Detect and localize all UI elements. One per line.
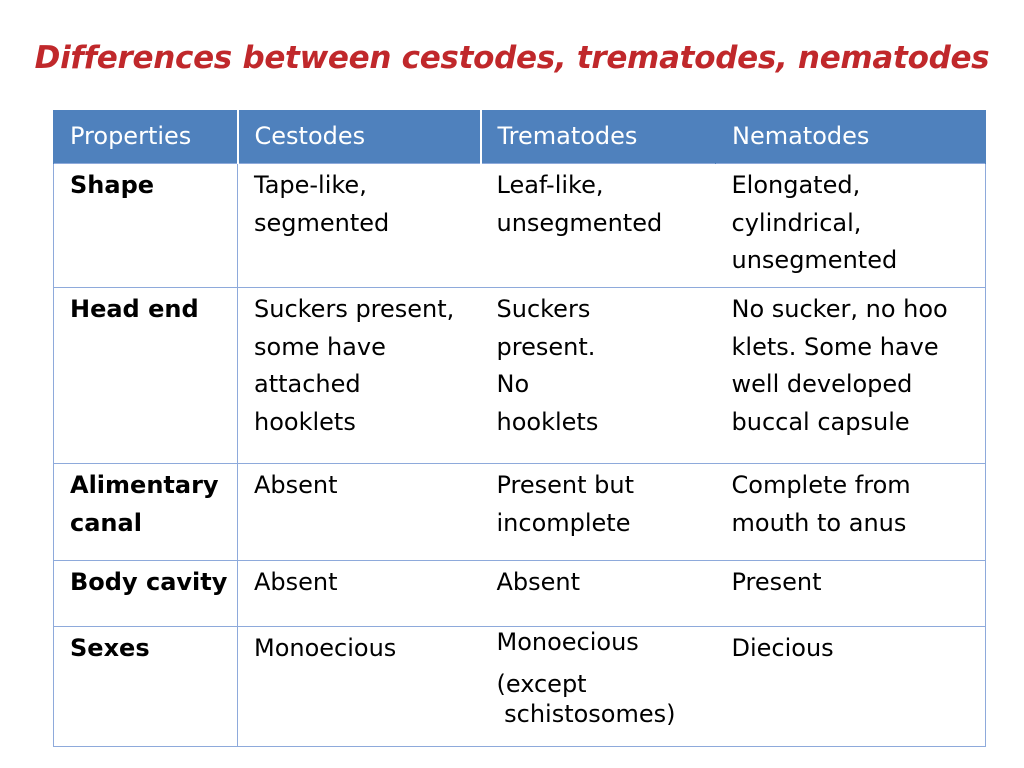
- page-title: Differences between cestodes, trematodes, nematodes: [34, 40, 990, 76]
- cell-cestodes: [238, 561, 481, 627]
- cell-line: Sexes: [70, 634, 150, 662]
- cell-line: (except: [496, 670, 587, 698]
- cell-property: [54, 288, 238, 464]
- cell-cestodes: [238, 464, 481, 561]
- table-row: [54, 561, 986, 627]
- cell-line: Alimentary: [70, 471, 219, 499]
- cell-line: buccal capsule: [731, 407, 910, 436]
- cell-line: Diecious: [731, 634, 834, 662]
- cell-line: Suckers: [496, 295, 591, 323]
- cell-line: klets. Some have: [731, 332, 939, 361]
- cell-cestodes: [238, 164, 481, 288]
- cell-cestodes: [238, 288, 481, 464]
- cell-line: canal: [70, 508, 142, 537]
- cell-line: some have: [254, 332, 386, 361]
- table-row: [54, 288, 986, 464]
- header-cestodes: Cestodes: [238, 111, 481, 164]
- cell-line: Tape-like,: [254, 171, 367, 199]
- cell-nematodes: [716, 464, 986, 561]
- cell-line: Complete from: [731, 471, 911, 499]
- cell-line: Shape: [70, 171, 155, 199]
- header-row: [54, 111, 986, 164]
- cell-line: Present: [731, 568, 822, 596]
- cell-line: Elongated,: [731, 171, 861, 199]
- cell-line: cylindrical,: [731, 208, 862, 237]
- cell-line: Head end: [70, 295, 199, 323]
- cell-line: attached: [254, 370, 361, 398]
- cell-nematodes: [716, 627, 986, 747]
- cell-trematodes: [481, 464, 716, 561]
- cell-line: Suckers present,: [254, 295, 455, 323]
- cell-trematodes: [481, 288, 716, 464]
- cell-cestodes: [238, 627, 481, 747]
- cell-line: Monoecious: [254, 634, 397, 662]
- cell-nematodes: [716, 164, 986, 288]
- cell-trematodes: [481, 627, 716, 747]
- cell-line: No sucker, no hoo: [731, 295, 948, 323]
- cell-line: well developed: [731, 370, 913, 398]
- cell-line: Monoecious: [496, 628, 639, 656]
- comparison-table: [53, 110, 986, 747]
- cell-line: Body cavity: [70, 568, 228, 596]
- header-properties: Properties: [54, 111, 238, 164]
- header-trematodes: Trematodes: [481, 111, 716, 164]
- table-row: [54, 627, 986, 747]
- cell-property: [54, 464, 238, 561]
- cell-line: hooklets: [254, 407, 356, 436]
- cell-line: Leaf-like,: [496, 171, 604, 199]
- cell-line: hooklets: [496, 407, 599, 436]
- cell-line: present.: [496, 332, 596, 361]
- cell-line: unsegmented: [496, 208, 663, 237]
- cell-trematodes: [481, 164, 716, 288]
- cell-trematodes: [481, 561, 716, 627]
- cell-property: [54, 561, 238, 627]
- cell-nematodes: [716, 561, 986, 627]
- table-row: [54, 464, 986, 561]
- cell-line: incomplete: [496, 508, 631, 537]
- cell-line: No: [496, 370, 530, 398]
- table-header: [54, 111, 986, 164]
- cell-line: mouth to anus: [731, 508, 907, 537]
- cell-nematodes: [716, 288, 986, 464]
- cell-line: Present but: [496, 471, 635, 499]
- header-nematodes: Nematodes: [716, 111, 986, 164]
- cell-line: unsegmented: [731, 246, 898, 274]
- cell-property: [54, 164, 238, 288]
- table-row: [54, 164, 986, 288]
- cell-line: schistosomes): [496, 700, 676, 728]
- cell-line: segmented: [254, 208, 390, 237]
- cell-line: Absent: [496, 568, 581, 596]
- cell-property: [54, 627, 238, 747]
- table-body: [54, 164, 986, 747]
- cell-line: Absent: [254, 471, 338, 499]
- cell-line: Absent: [254, 568, 338, 596]
